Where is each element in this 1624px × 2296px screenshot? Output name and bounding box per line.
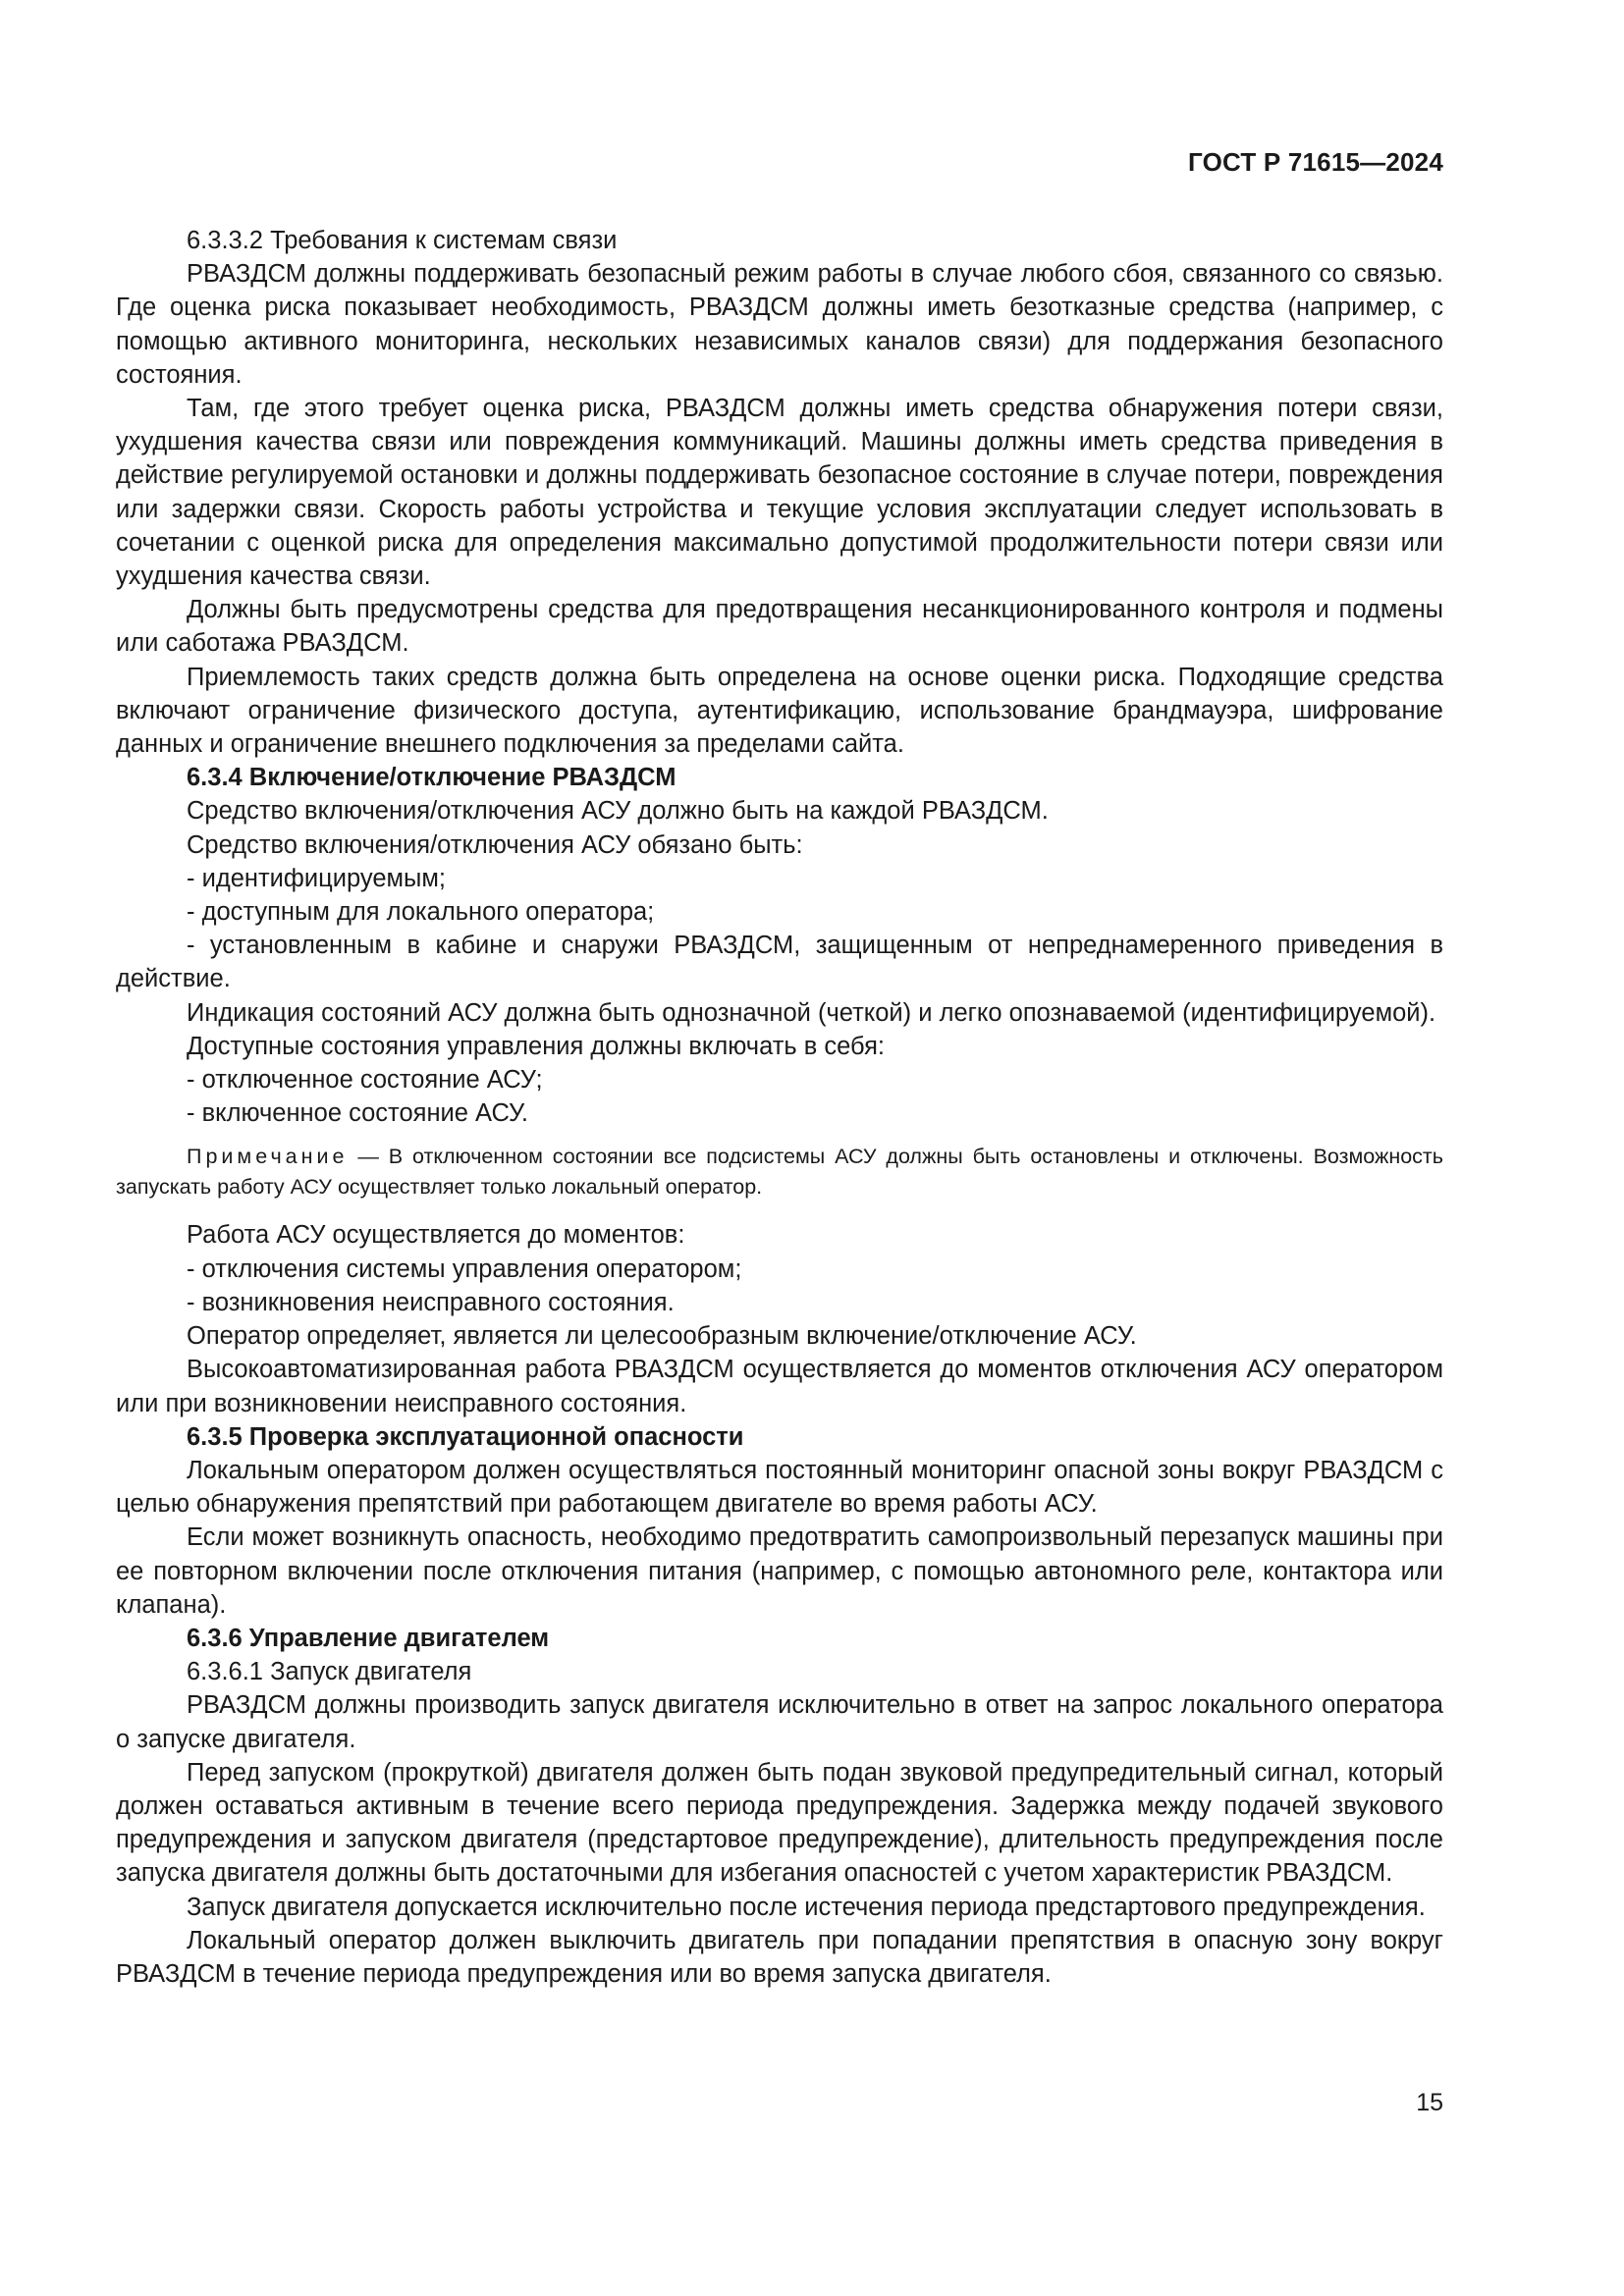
paragraph: Если может возникнуть опасность, необходимо предотвратить самопроизвольный перезапуск машины при ее повторном включении после отключения питания (например, с помощью автономного реле, контактора или клапана). <box>116 1523 1443 1619</box>
body-text <box>116 224 1443 1991</box>
paragraph: РВАЗДСМ должны поддерживать безопасный режим работы в случае любого сбоя, связанного со связью. Где оценка риска показывает необходимость, РВАЗДСМ должны иметь безотказные средства (например, с помощью активного мониторинга, нескольких независимых каналов связи) для поддержания безопасного состояния. <box>116 260 1443 389</box>
paragraph: Локальный оператор должен выключить двигатель при попадании препятствия в опасную зону вокруг РВАЗДСМ в течение периода предупреждения или во время запуска двигателя. <box>116 1926 1443 1988</box>
note-text: — В отключенном состоянии все подсистемы АСУ должны быть остановлены и отключены. Возможность запускать работу АСУ осуществляет только локальный оператор. <box>116 1145 1443 1200</box>
list-item: - идентифицируемым; <box>187 864 446 892</box>
page-number: 15 <box>1416 2089 1443 2116</box>
list-item: - отключения системы управления оператором; <box>187 1255 742 1283</box>
list-item: - установленным в кабине и снаружи РВАЗДСМ, защищенным от непреднамеренного приведения в действие. <box>116 932 1443 993</box>
subsection-title: 6.3.3.2 Требования к системам связи <box>187 227 618 254</box>
paragraph: РВАЗДСМ должны производить запуск двигателя исключительно в ответ на запрос локального оператора о запуске двигателя. <box>116 1691 1443 1753</box>
list-item: - отключенное состояние АСУ; <box>187 1066 543 1095</box>
standard-header: ГОСТ Р 71615—2024 <box>1188 147 1443 177</box>
paragraph: Приемлемость таких средств должна быть определена на основе оценки риска. Подходящие средства включают ограничение физического доступа, аутентификацию, использование брандмауэра, шифрование данных и ограничение внешнего подключения за пределами сайта. <box>116 663 1443 759</box>
paragraph: Запуск двигателя допускается исключительно после истечения периода предстартового предупреждения. <box>187 1893 1426 1921</box>
paragraph: Оператор определяет, является ли целесообразным включение/отключение АСУ. <box>187 1322 1137 1351</box>
paragraph: Средство включения/отключения АСУ обязано быть: <box>187 830 803 859</box>
list-item: - включенное состояние АСУ. <box>187 1099 528 1128</box>
paragraph: Средство включения/отключения АСУ должно быть на каждой РВАЗДСМ. <box>187 797 1049 826</box>
list-item: - доступным для локального оператора; <box>187 898 655 927</box>
subsection-title: 6.3.6.1 Запуск двигателя <box>187 1658 472 1686</box>
note-label: Примечание <box>187 1145 349 1169</box>
paragraph: Доступные состояния управления должны включать в себя: <box>187 1032 885 1060</box>
paragraph: Индикация состояний АСУ должна быть однозначной (четкой) и легко опознаваемой (идентифицируемой). <box>187 998 1436 1027</box>
paragraph: Высокоавтоматизированная работа РВАЗДСМ осуществляется до моментов отключения АСУ оператором или при возникновении неисправного состояния. <box>116 1356 1443 1417</box>
section-heading: 6.3.5 Проверка эксплуатационной опасности <box>187 1422 744 1451</box>
paragraph: Перед запуском (прокруткой) двигателя должен быть подан звуковой предупредительный сигнал, который должен оставаться активным в течение всего периода предупреждения. Задержка между подачей звукового предупреждения и запуском двигателя (предстартовое предупреждение), длительность предупреждения после запуска двигателя должны быть достаточными для избегания опасностей с учетом характеристик РВАЗДСМ. <box>116 1758 1443 1888</box>
paragraph: Работа АСУ осуществляется до моментов: <box>187 1221 685 1250</box>
section-heading: 6.3.4 Включение/отключение РВАЗДСМ <box>187 764 677 792</box>
list-item: - возникновения неисправного состояния. <box>187 1288 675 1316</box>
paragraph: Там, где этого требует оценка риска, РВАЗДСМ должны иметь средства обнаружения потери связи, ухудшения качества связи или повреждения коммуникаций. Машины должны иметь средства приведения в действие регулируемой остановки и должны поддерживать безопасное состояние в случае потери, повреждения или задержки связи. Скорость работы устройства и текущие условия эксплуатации следует использовать в сочетании с оценкой риска для определения максимально допустимой продолжительности потери связи или ухудшения качества связи. <box>116 395 1443 591</box>
paragraph: Должны быть предусмотрены средства для предотвращения несанкционированного контроля и подмены или саботажа РВАЗДСМ. <box>116 596 1443 658</box>
note <box>116 1142 1443 1202</box>
paragraph: Локальным оператором должен осуществляться постоянный мониторинг опасной зоны вокруг РВАЗДСМ с целью обнаружения препятствий при работающем двигателе во время работы АСУ. <box>116 1456 1443 1519</box>
section-heading: 6.3.6 Управление двигателем <box>187 1624 550 1652</box>
